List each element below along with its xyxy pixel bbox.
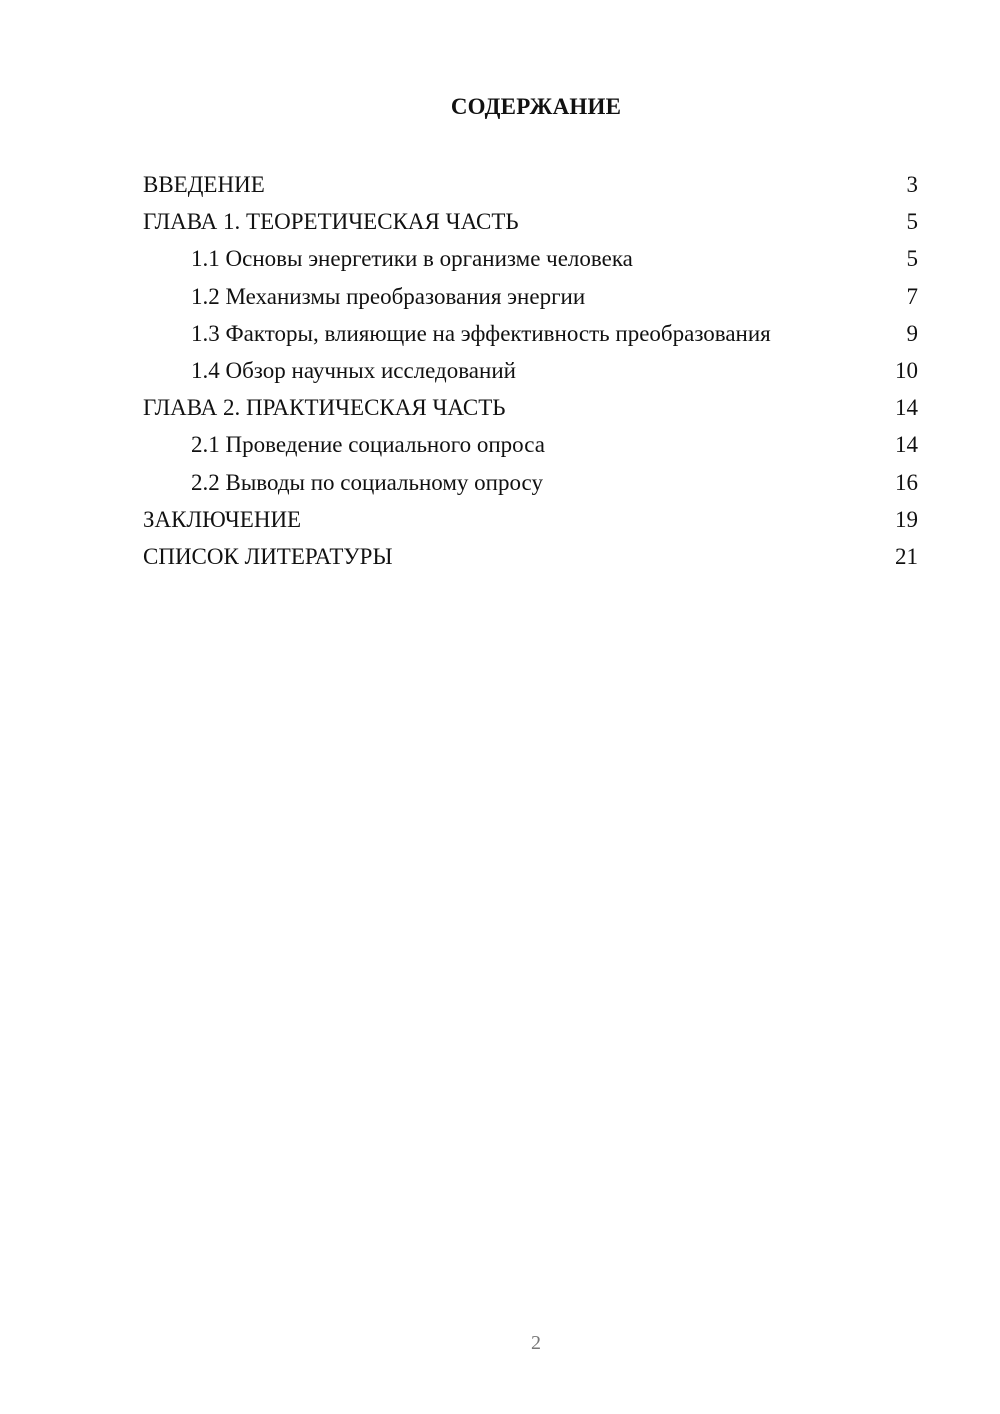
toc-entry-page: 21: [895, 543, 918, 569]
toc-entry[interactable]: [143, 315, 918, 352]
toc-entry[interactable]: [143, 464, 918, 501]
toc-entry-page: 16: [895, 469, 918, 495]
toc-entry[interactable]: [143, 352, 918, 389]
toc-entry-page: 5: [906, 246, 918, 272]
toc-entry-label: 1.4 Обзор научных исследований: [191, 357, 516, 383]
toc-entry[interactable]: [143, 538, 918, 575]
toc-entry[interactable]: [143, 203, 918, 240]
page-number: 2: [531, 1332, 541, 1354]
toc-entry[interactable]: [143, 389, 918, 426]
toc-entry[interactable]: [143, 501, 918, 538]
toc-entry-page: 14: [895, 395, 918, 421]
table-of-contents: [143, 166, 918, 575]
toc-entry[interactable]: [143, 426, 918, 463]
toc-entry-label: ЗАКЛЮЧЕНИЕ: [143, 506, 302, 532]
toc-entry-label: 1.2 Механизмы преобразования энергии: [191, 283, 586, 309]
toc-entry-page: 5: [906, 209, 918, 235]
toc-entry-page: 9: [906, 320, 918, 346]
toc-entry-label: ВВЕДЕНИЕ: [143, 172, 265, 197]
page-title: СОДЕРЖАНИЕ: [450, 94, 622, 119]
toc-entry[interactable]: [143, 240, 918, 277]
toc-entry-page: 19: [895, 506, 918, 532]
toc-entry-label: ГЛАВА 1. ТЕОРЕТИЧЕСКАЯ ЧАСТЬ: [143, 209, 519, 235]
toc-entry-page: 14: [895, 432, 918, 458]
toc-entry-label: 2.1 Проведение социального опроса: [191, 432, 545, 458]
toc-entry-page: 3: [906, 172, 918, 197]
toc-entry-page: 10: [895, 357, 918, 383]
toc-entry[interactable]: [143, 278, 918, 315]
toc-entry-label: 2.2 Выводы по социальному опросу: [191, 469, 543, 495]
toc-entry-page: 7: [906, 283, 918, 309]
toc-entry-label: 1.3 Факторы, влияющие на эффективность преобразования: [191, 320, 771, 346]
toc-entry-label: 1.1 Основы энергетики в организме человека: [191, 246, 633, 272]
toc-entry[interactable]: [143, 166, 918, 203]
toc-entry-label: СПИСОК ЛИТЕРАТУРЫ: [143, 543, 393, 569]
toc-entry-label: ГЛАВА 2. ПРАКТИЧЕСКАЯ ЧАСТЬ: [143, 395, 506, 421]
